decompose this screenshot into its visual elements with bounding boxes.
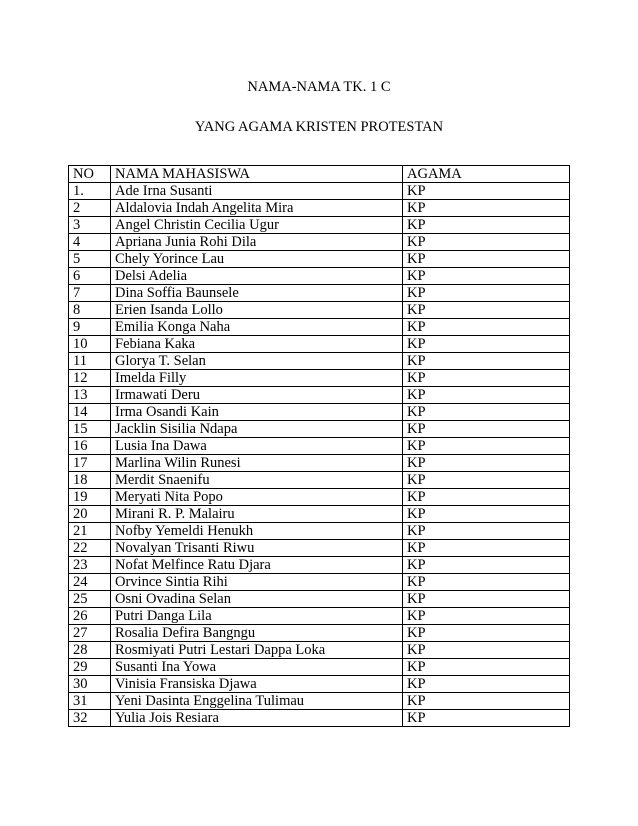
cell-agama: KP xyxy=(403,557,570,574)
cell-nama-mahasiswa: Febiana Kaka xyxy=(111,336,403,353)
cell-agama: KP xyxy=(403,710,570,727)
cell-nama-mahasiswa: Rosmiyati Putri Lestari Dappa Loka xyxy=(111,642,403,659)
table-header-row xyxy=(69,166,570,183)
cell-agama: KP xyxy=(403,574,570,591)
table-body xyxy=(69,183,570,727)
student-table xyxy=(68,165,570,727)
table-row xyxy=(69,710,570,727)
table-row xyxy=(69,591,570,608)
cell-agama: KP xyxy=(403,659,570,676)
table-row xyxy=(69,268,570,285)
cell-nama-mahasiswa: Putri Danga Lila xyxy=(111,608,403,625)
cell-nama-mahasiswa: Marlina Wilin Runesi xyxy=(111,455,403,472)
cell-no: 30 xyxy=(69,676,111,693)
cell-nama-mahasiswa: Nofby Yemeldi Henukh xyxy=(111,523,403,540)
cell-no: 14 xyxy=(69,404,111,421)
header-agama: AGAMA xyxy=(403,166,570,183)
table-row xyxy=(69,302,570,319)
cell-agama: KP xyxy=(403,319,570,336)
table-row xyxy=(69,438,570,455)
cell-agama: KP xyxy=(403,353,570,370)
cell-no: 10 xyxy=(69,336,111,353)
cell-no: 32 xyxy=(69,710,111,727)
cell-agama: KP xyxy=(403,608,570,625)
cell-nama-mahasiswa: Jacklin Sisilia Ndapa xyxy=(111,421,403,438)
cell-no: 11 xyxy=(69,353,111,370)
cell-nama-mahasiswa: Nofat Melfince Ratu Djara xyxy=(111,557,403,574)
cell-no: 1. xyxy=(69,183,111,200)
cell-nama-mahasiswa: Apriana Junia Rohi Dila xyxy=(111,234,403,251)
cell-no: 17 xyxy=(69,455,111,472)
cell-nama-mahasiswa: Angel Christin Cecilia Ugur xyxy=(111,217,403,234)
cell-no: 8 xyxy=(69,302,111,319)
cell-nama-mahasiswa: Lusia Ina Dawa xyxy=(111,438,403,455)
cell-nama-mahasiswa: Orvince Sintia Rihi xyxy=(111,574,403,591)
cell-agama: KP xyxy=(403,540,570,557)
cell-agama: KP xyxy=(403,489,570,506)
cell-agama: KP xyxy=(403,421,570,438)
cell-agama: KP xyxy=(403,625,570,642)
table-row xyxy=(69,370,570,387)
table-row xyxy=(69,455,570,472)
table-row xyxy=(69,183,570,200)
cell-agama: KP xyxy=(403,676,570,693)
cell-no: 24 xyxy=(69,574,111,591)
cell-nama-mahasiswa: Rosalia Defira Bangngu xyxy=(111,625,403,642)
table-row xyxy=(69,676,570,693)
cell-agama: KP xyxy=(403,285,570,302)
cell-no: 19 xyxy=(69,489,111,506)
cell-no: 28 xyxy=(69,642,111,659)
cell-no: 13 xyxy=(69,387,111,404)
cell-agama: KP xyxy=(403,693,570,710)
cell-nama-mahasiswa: Meryati Nita Popo xyxy=(111,489,403,506)
table-row xyxy=(69,506,570,523)
table-row xyxy=(69,421,570,438)
cell-nama-mahasiswa: Yeni Dasinta Enggelina Tulimau xyxy=(111,693,403,710)
cell-no: 9 xyxy=(69,319,111,336)
cell-no: 23 xyxy=(69,557,111,574)
table-row xyxy=(69,642,570,659)
cell-nama-mahasiswa: Irma Osandi Kain xyxy=(111,404,403,421)
cell-nama-mahasiswa: Imelda Filly xyxy=(111,370,403,387)
cell-agama: KP xyxy=(403,455,570,472)
cell-no: 22 xyxy=(69,540,111,557)
cell-nama-mahasiswa: Novalyan Trisanti Riwu xyxy=(111,540,403,557)
cell-no: 21 xyxy=(69,523,111,540)
cell-nama-mahasiswa: Merdit Snaenifu xyxy=(111,472,403,489)
table-row xyxy=(69,336,570,353)
table-row xyxy=(69,353,570,370)
cell-no: 31 xyxy=(69,693,111,710)
cell-nama-mahasiswa: Yulia Jois Resiara xyxy=(111,710,403,727)
cell-nama-mahasiswa: Delsi Adelia xyxy=(111,268,403,285)
cell-no: 7 xyxy=(69,285,111,302)
table-row xyxy=(69,540,570,557)
document-subtitle: YANG AGAMA KRISTEN PROTESTAN xyxy=(194,119,444,135)
cell-agama: KP xyxy=(403,217,570,234)
cell-no: 27 xyxy=(69,625,111,642)
cell-agama: KP xyxy=(403,438,570,455)
cell-agama: KP xyxy=(403,302,570,319)
cell-agama: KP xyxy=(403,642,570,659)
cell-agama: KP xyxy=(403,200,570,217)
cell-agama: KP xyxy=(403,370,570,387)
cell-no: 4 xyxy=(69,234,111,251)
table-row xyxy=(69,659,570,676)
document-title: NAMA-NAMA TK. 1 C xyxy=(247,79,391,95)
cell-nama-mahasiswa: Mirani R. P. Malairu xyxy=(111,506,403,523)
cell-agama: KP xyxy=(403,268,570,285)
header-no: NO xyxy=(69,166,111,183)
cell-agama: KP xyxy=(403,472,570,489)
table-row xyxy=(69,523,570,540)
cell-no: 16 xyxy=(69,438,111,455)
cell-nama-mahasiswa: Osni Ovadina Selan xyxy=(111,591,403,608)
cell-nama-mahasiswa: Irmawati Deru xyxy=(111,387,403,404)
table-row xyxy=(69,404,570,421)
cell-nama-mahasiswa: Susanti Ina Yowa xyxy=(111,659,403,676)
table-row xyxy=(69,625,570,642)
table-row xyxy=(69,387,570,404)
cell-no: 29 xyxy=(69,659,111,676)
cell-agama: KP xyxy=(403,251,570,268)
table-row xyxy=(69,489,570,506)
cell-agama: KP xyxy=(403,336,570,353)
cell-agama: KP xyxy=(403,404,570,421)
cell-agama: KP xyxy=(403,234,570,251)
cell-agama: KP xyxy=(403,523,570,540)
cell-nama-mahasiswa: Erien Isanda Lollo xyxy=(111,302,403,319)
cell-nama-mahasiswa: Dina Soffia Baunsele xyxy=(111,285,403,302)
cell-agama: KP xyxy=(403,387,570,404)
cell-no: 15 xyxy=(69,421,111,438)
cell-nama-mahasiswa: Ade Irna Susanti xyxy=(111,183,403,200)
cell-nama-mahasiswa: Glorya T. Selan xyxy=(111,353,403,370)
cell-no: 20 xyxy=(69,506,111,523)
table-row xyxy=(69,251,570,268)
table-row xyxy=(69,200,570,217)
header-nama-mahasiswa: NAMA MAHASISWA xyxy=(111,166,403,183)
cell-no: 12 xyxy=(69,370,111,387)
table-row xyxy=(69,217,570,234)
cell-nama-mahasiswa: Chely Yorince Lau xyxy=(111,251,403,268)
cell-no: 26 xyxy=(69,608,111,625)
table-row xyxy=(69,608,570,625)
cell-agama: KP xyxy=(403,591,570,608)
table-row xyxy=(69,319,570,336)
cell-nama-mahasiswa: Aldalovia Indah Angelita Mira xyxy=(111,200,403,217)
table-row xyxy=(69,234,570,251)
cell-no: 5 xyxy=(69,251,111,268)
cell-no: 18 xyxy=(69,472,111,489)
cell-agama: KP xyxy=(403,506,570,523)
cell-nama-mahasiswa: Vinisia Fransiska Djawa xyxy=(111,676,403,693)
cell-agama: KP xyxy=(403,183,570,200)
cell-no: 3 xyxy=(69,217,111,234)
cell-no: 2 xyxy=(69,200,111,217)
table-row xyxy=(69,557,570,574)
cell-nama-mahasiswa: Emilia Konga Naha xyxy=(111,319,403,336)
cell-no: 25 xyxy=(69,591,111,608)
table-row xyxy=(69,574,570,591)
table-row xyxy=(69,472,570,489)
cell-no: 6 xyxy=(69,268,111,285)
table-row xyxy=(69,693,570,710)
table-row xyxy=(69,285,570,302)
